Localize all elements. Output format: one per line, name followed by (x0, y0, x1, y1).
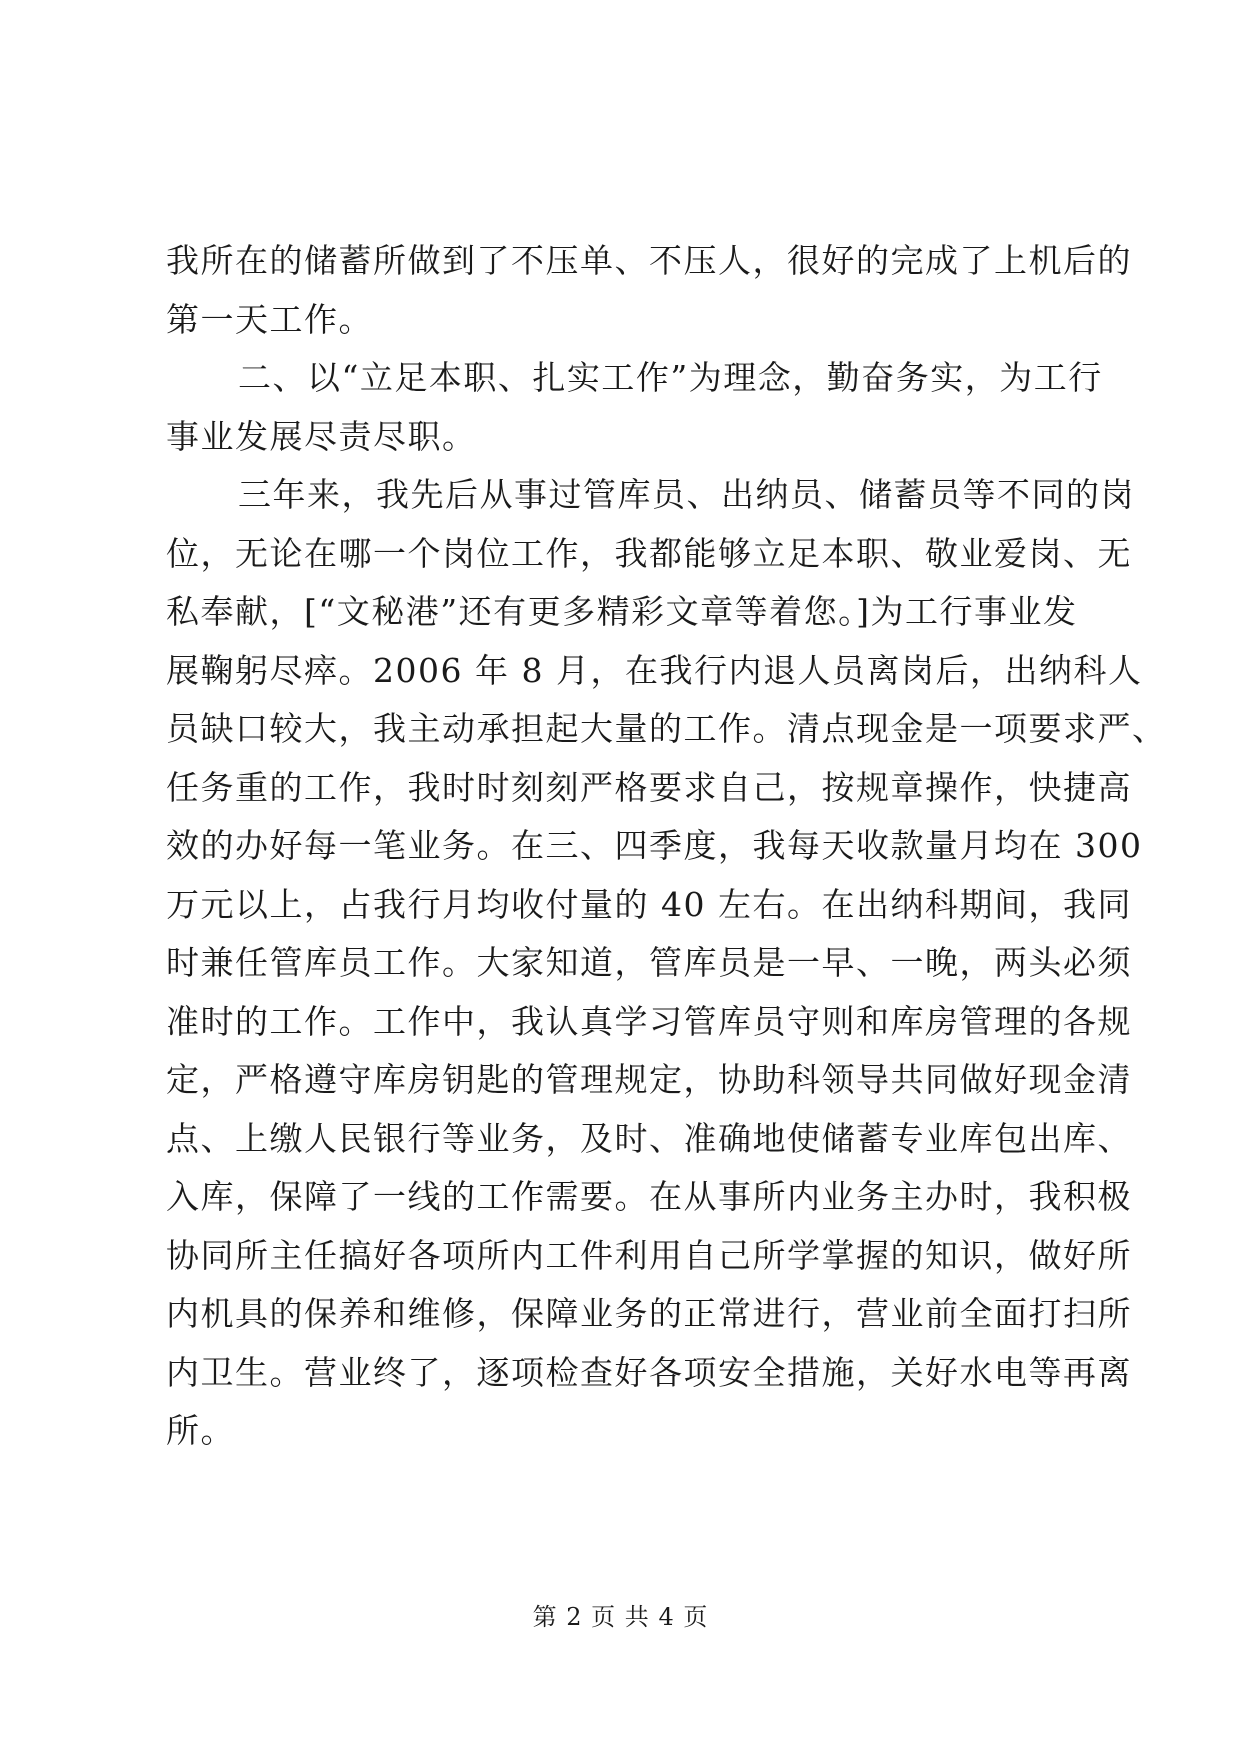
text-line: 三年来，我先后从事过管库员、出纳员、储蓄员等不同的岗 (238, 475, 1135, 514)
document-body (166, 232, 1167, 1461)
text-line: 定，严格遵守库房钥匙的管理规定，协助科领导共同做好现金清 (166, 1060, 1132, 1099)
text-line: 任务重的工作，我时时刻刻严格要求自己，按规章操作，快捷高 (166, 767, 1132, 807)
text-line: 我所在的储蓄所做到了不压单、不压人，很好的完成了上机后的 (166, 241, 1132, 280)
text-line: 内机具的保养和维修，保障业务的正常进行，营业前全面打扫所 (166, 1294, 1132, 1333)
text-line: 效的办好每一笔业务。在三、四季度，我每天收款量月均在 300 (166, 826, 1143, 865)
text-line: 第一天工作。 (166, 299, 373, 339)
text-line: 入库，保障了一线的工作需要。在从事所内业务主办时，我积极 (166, 1177, 1132, 1216)
text-line: 准时的工作。工作中，我认真学习管库员守则和库房管理的各规 (166, 1001, 1132, 1041)
text-line: 协同所主任搞好各项所内工件利用自己所学掌握的知识，做好所 (166, 1235, 1132, 1275)
text-line: 员缺口较大，我主动承担起大量的工作。清点现金是一项要求严、 (166, 709, 1167, 748)
text-line: 所。 (166, 1411, 235, 1450)
text-line: 位，无论在哪一个岗位工作，我都能够立足本职、敬业爱岗、无 (166, 533, 1132, 573)
text-line: 时兼任管库员工作。大家知道，管库员是一早、一晚，两头必须 (166, 943, 1132, 982)
text-line: 点、上缴人民银行等业务，及时、准确地使储蓄专业库包出库、 (166, 1118, 1132, 1158)
text-line: 内卫生。营业终了，逐项检查好各项安全措施，关好水电等再离 (166, 1352, 1132, 1392)
text-line: 私奉献，[“文秘港”还有更多精彩文章等着您。]为工行事业发 (166, 592, 1078, 631)
page-footer: 第 2 页 共 4 页 (532, 1603, 709, 1631)
text-line: 万元以上，占我行月均收付量的 40 左右。在出纳科期间，我同 (166, 884, 1132, 924)
text-line: 事业发展尽责尽职。 (166, 416, 477, 456)
text-line: 展鞠躬尽瘁。2006 年 8 月，在我行内退人员离岗后，出纳科人 (166, 650, 1143, 690)
text-line: 二、以“立足本职、扎实工作”为理念，勤奋务实，为工行 (238, 358, 1103, 397)
